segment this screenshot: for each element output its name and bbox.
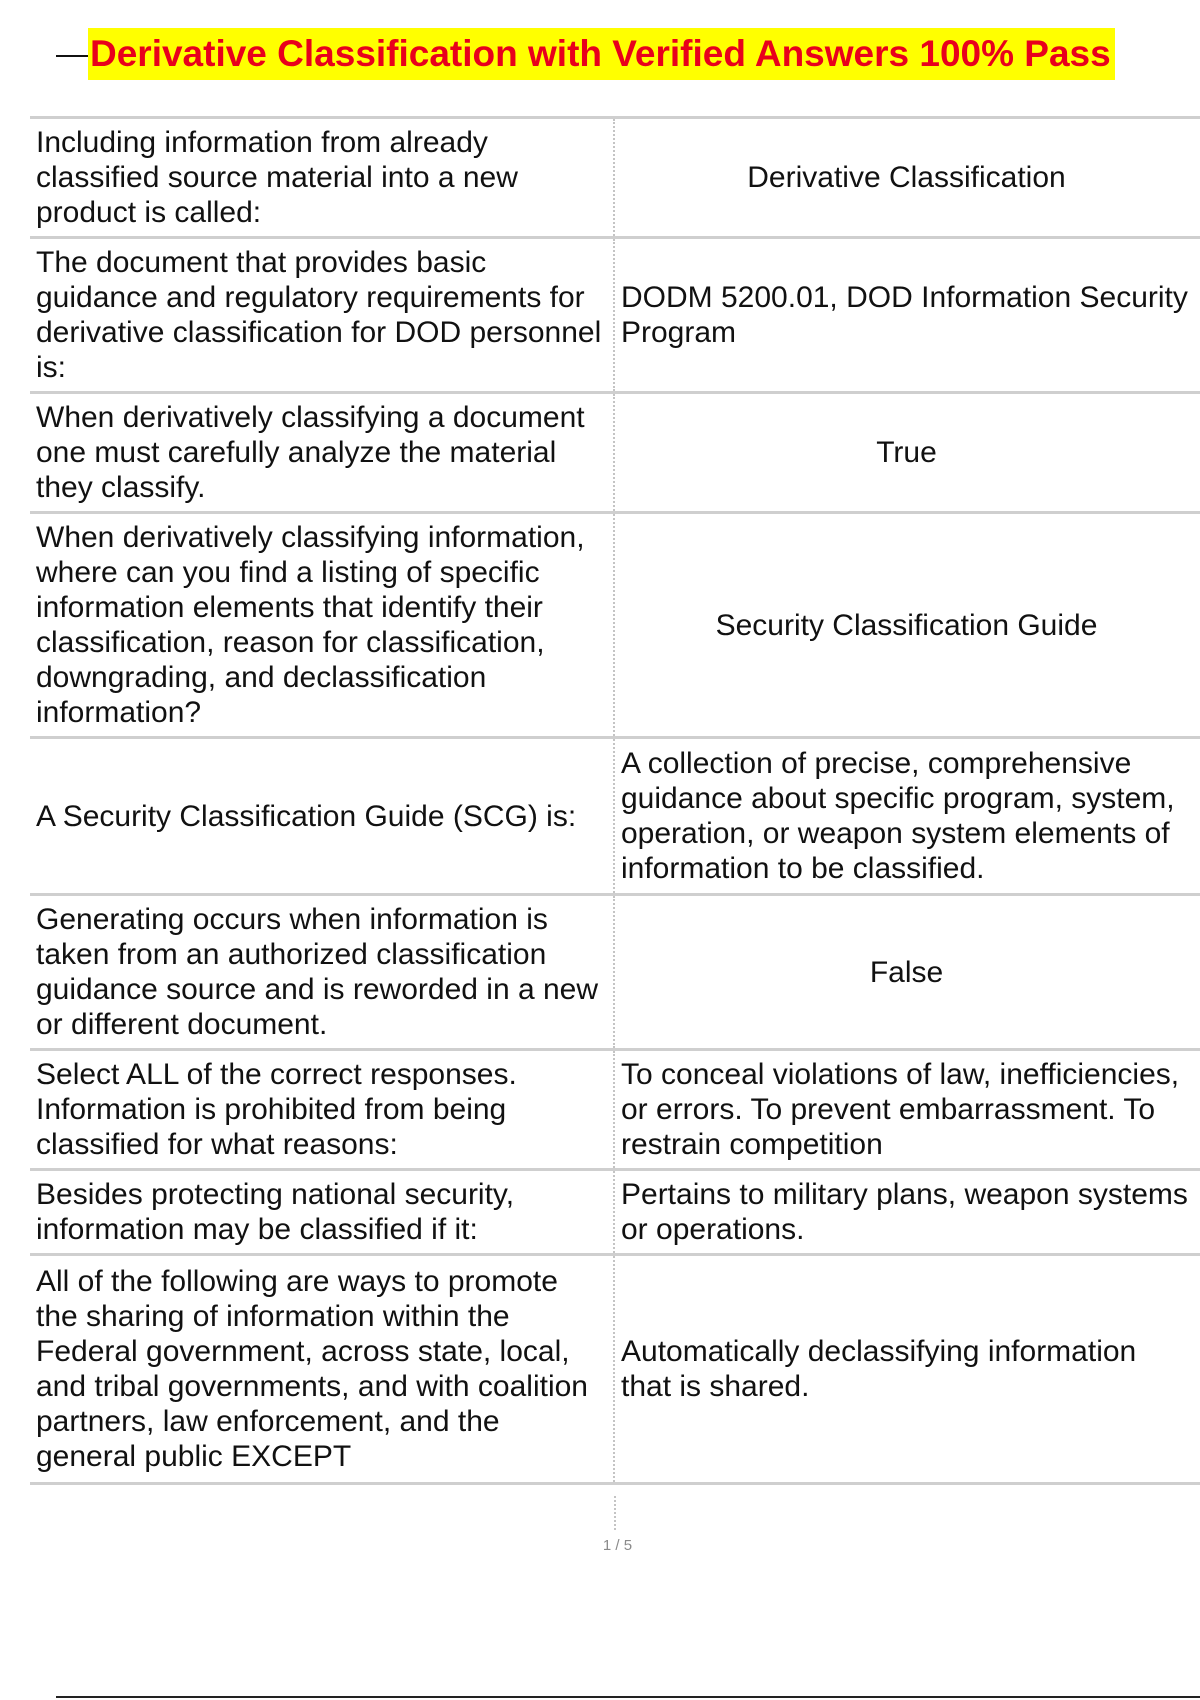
answer-cell: Derivative Classification <box>747 161 1066 194</box>
table-row <box>30 393 1200 513</box>
table-row <box>30 1170 1200 1255</box>
question-cell: When derivatively classifying information, where can you find a listing of specific information elements that identify their classification, reason for classification, downgrading, and declassification information? <box>30 513 614 738</box>
question-cell: When derivatively classifying a document one must carefully analyze the material they classify. <box>30 393 614 513</box>
answer-cell: Automatically declassifying information that is shared. <box>621 1335 1137 1403</box>
answer-cell: A collection of precise, comprehensive guidance about specific program, system, operation, or weapon system elements of information to be classified. <box>621 747 1175 885</box>
answer-cell: False <box>869 955 944 989</box>
table-row <box>30 118 1200 238</box>
table-row <box>30 738 1200 895</box>
question-cell: A Security Classification Guide (SCG) is: <box>30 738 614 895</box>
question-cell: Generating occurs when information is taken from an authorized classification guidance source and is reworded in a new or different document. <box>30 895 614 1050</box>
answer-cell: True <box>876 436 937 469</box>
table-row <box>30 238 1200 393</box>
qa-table <box>30 116 1200 1485</box>
question-cell: Including information from already classified source material into a new product is called: <box>30 118 614 238</box>
question-cell: All of the following are ways to promote the sharing of information within the Federal government, across state, local, and tribal governments, and with coalition partners, law enforcement, and the general public EXCEPT <box>30 1255 614 1484</box>
table-row <box>30 513 1200 738</box>
question-cell: The document that provides basic guidance and regulatory requirements for derivative classification for DOD personnel is: <box>30 238 614 393</box>
answer-cell: Pertains to military plans, weapon systems or operations. <box>621 1178 1188 1246</box>
page-number: 1 / 5 <box>602 1537 633 1554</box>
table-row <box>30 895 1200 1050</box>
answer-cell: Security Classification Guide <box>715 608 1098 642</box>
bottom-rule <box>56 1696 1200 1698</box>
title-dash <box>56 55 88 57</box>
question-cell: Select ALL of the correct responses. Information is prohibited from being classified for what reasons: <box>30 1050 614 1170</box>
question-cell: Besides protecting national security, information may be classified if it: <box>30 1170 614 1255</box>
answer-cell: DODM 5200.01, DOD Information Security Program <box>621 281 1188 349</box>
answer-cell: To conceal violations of law, inefficiencies, or errors. To prevent embarrassment. To restrain competition <box>621 1058 1180 1161</box>
document-title-row <box>56 28 1115 80</box>
table-row <box>30 1255 1200 1484</box>
document-title: Derivative Classification with Verified Answers 100% Pass <box>88 28 1115 80</box>
table-row <box>30 1050 1200 1170</box>
column-divider-tail <box>614 1496 616 1530</box>
